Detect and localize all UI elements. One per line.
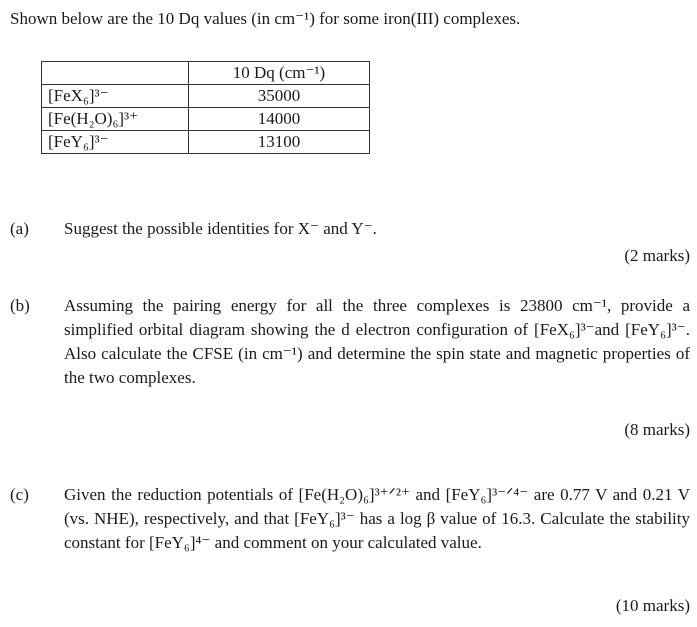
question-c-text: Given the reduction potentials of [Fe(H₂O)₆]³⁺ᐟ²⁺ and [FeY₆]³⁻ᐟ⁴⁻ are 0.77 V and 0.21 V (vs. NHE), respectively, and that [FeY₆]³⁻ has a log β value of 16.3. Calculate the stability constant for [FeY₆]⁴⁻ and comment on your calculated value. <box>64 485 691 552</box>
value-cell: 35000 <box>189 85 370 108</box>
question-a-text: Suggest the possible identities for X⁻ and Y⁻. <box>64 219 377 238</box>
complex-cell: [FeY₆]³⁻ <box>42 131 189 154</box>
question-c-label: (c) <box>10 485 29 504</box>
question-a-marks: (2 marks) <box>624 246 690 265</box>
value-cell: 13100 <box>189 131 370 154</box>
table-row <box>42 85 370 108</box>
complex-cell: [FeX₆]³⁻ <box>42 85 189 108</box>
table-row <box>42 108 370 131</box>
value-cell: 14000 <box>189 108 370 131</box>
question-b-text: Assuming the pairing energy for all the three complexes is 23800 cm⁻¹, provide a simplified orbital diagram showing the d electron configuration of [FeX₆]³⁻and [FeY₆]³⁻. Also calculate the CFSE (in cm⁻¹) and determine the spin state and magnetic properties of the two complexes. <box>64 296 690 387</box>
table-header-cell <box>42 62 189 85</box>
complex-cell: [Fe(H₂O)₆]³⁺ <box>42 108 189 131</box>
question-a-label: (a) <box>10 219 29 238</box>
table-row <box>42 131 370 154</box>
table-header-cell: 10 Dq (cm⁻¹) <box>189 62 370 85</box>
question-b-marks: (8 marks) <box>624 420 690 439</box>
intro-text: Shown below are the 10 Dq values (in cm⁻¹) for some iron(III) complexes. <box>10 9 521 28</box>
question-b-label: (b) <box>10 296 30 315</box>
table-header-row <box>42 62 370 85</box>
dq-table <box>41 61 370 154</box>
question-c-marks: (10 marks) <box>615 596 690 615</box>
